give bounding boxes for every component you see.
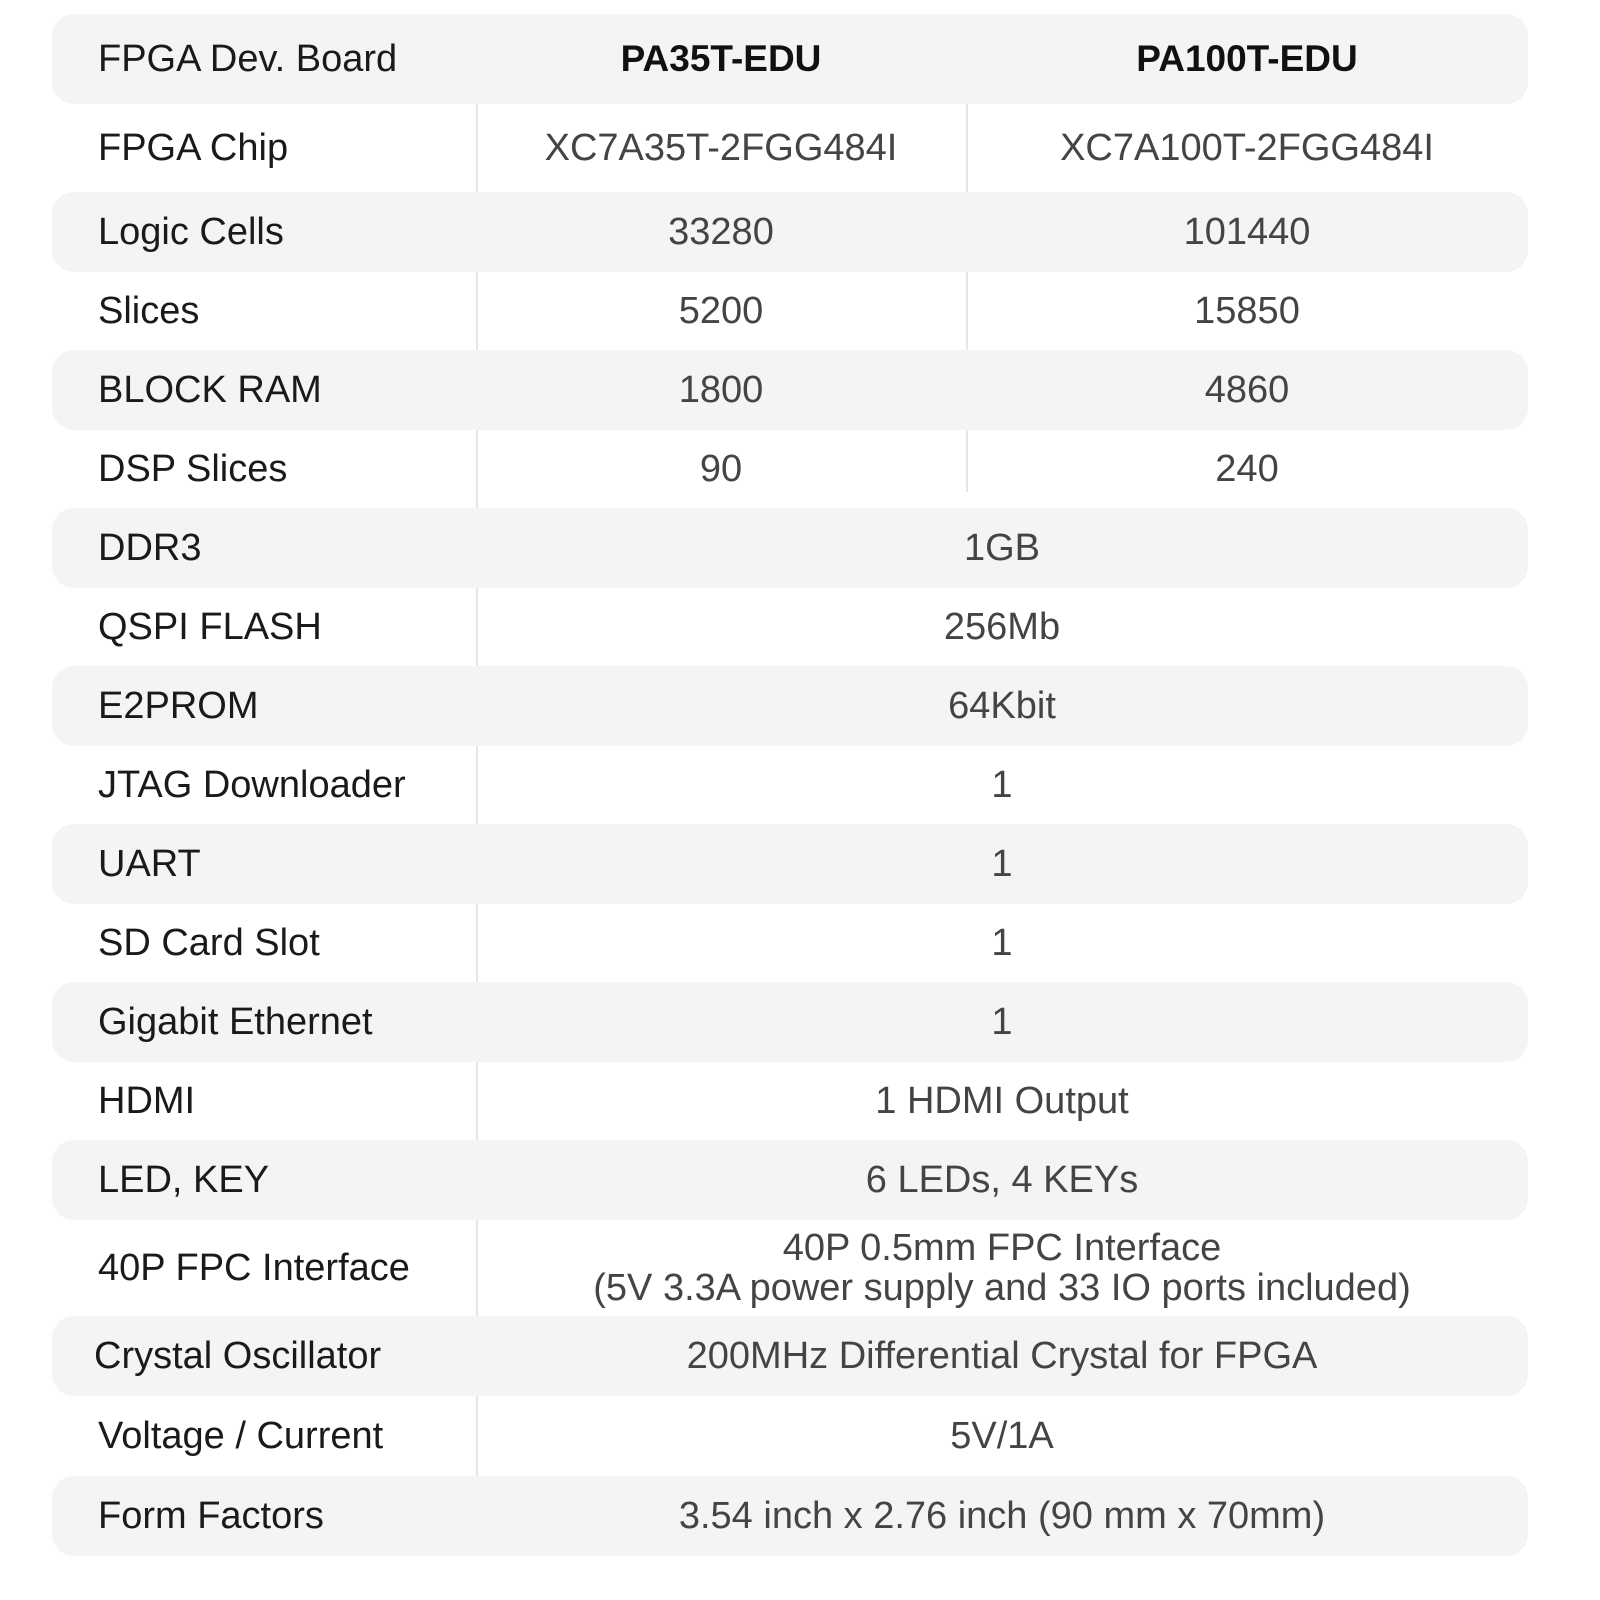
table-row xyxy=(52,508,1528,588)
row-label: DSP Slices xyxy=(98,447,288,490)
table-row xyxy=(52,746,1528,824)
header-label: FPGA Dev. Board xyxy=(98,37,398,80)
cell-pa35t: XC7A35T-2FGG484I xyxy=(544,126,898,169)
cell-pa100t: 15850 xyxy=(1194,289,1300,332)
table-row xyxy=(52,272,1528,350)
cell-pa35t: 33280 xyxy=(668,210,774,253)
row-label: DDR3 xyxy=(98,526,202,569)
row-label: UART xyxy=(98,842,201,885)
cell-pa100t: 101440 xyxy=(1183,210,1311,253)
cell-line-1: 40P 0.5mm FPC Interface xyxy=(782,1227,1222,1269)
header-pa100t: PA100T-EDU xyxy=(1136,38,1358,79)
cell-shared: 64Kbit xyxy=(948,684,1056,727)
header-pa35t: PA35T-EDU xyxy=(620,38,822,79)
cell-shared: 1GB xyxy=(963,526,1041,569)
row-label: JTAG Downloader xyxy=(98,763,406,806)
table-row xyxy=(52,104,1528,192)
cell-pa35t: 5200 xyxy=(678,289,764,332)
cell-pa100t: 4860 xyxy=(1204,368,1290,411)
row-label: BLOCK RAM xyxy=(98,368,322,411)
row-label: Gigabit Ethernet xyxy=(98,1000,373,1043)
row-label: E2PROM xyxy=(98,684,259,727)
table-row xyxy=(52,1476,1528,1556)
table-row xyxy=(52,1396,1528,1476)
cell-shared: 5V/1A xyxy=(950,1414,1054,1457)
cell-shared: 1 xyxy=(991,842,1013,885)
cell-shared: 200MHz Differential Crystal for FPGA xyxy=(686,1334,1318,1377)
table-row xyxy=(52,982,1528,1062)
table-row xyxy=(52,904,1528,982)
cell-shared xyxy=(476,1228,1528,1308)
cell-shared: 6 LEDs, 4 KEYs xyxy=(865,1158,1139,1201)
row-label: QSPI FLASH xyxy=(98,605,322,648)
table-row xyxy=(52,1062,1528,1140)
row-label: Crystal Oscillator xyxy=(94,1334,382,1377)
cell-line-2: (5V 3.3A power supply and 33 IO ports included) xyxy=(593,1267,1411,1309)
row-label: SD Card Slot xyxy=(98,921,320,964)
row-label: LED, KEY xyxy=(98,1158,270,1201)
table-row xyxy=(52,1316,1528,1396)
cell-shared: 3.54 inch x 2.76 inch (90 mm x 70mm) xyxy=(678,1494,1326,1537)
cell-shared: 1 xyxy=(991,921,1013,964)
cell-shared: 1 xyxy=(991,1000,1013,1043)
row-label: 40P FPC Interface xyxy=(98,1246,410,1289)
cell-shared: 1 xyxy=(991,763,1013,806)
table-row xyxy=(52,192,1528,272)
cell-pa35t: 1800 xyxy=(678,368,764,411)
table-row xyxy=(52,588,1528,666)
spec-table xyxy=(52,14,1528,1556)
row-label: Logic Cells xyxy=(98,210,284,253)
row-label: Form Factors xyxy=(98,1494,324,1537)
table-row xyxy=(52,1220,1528,1316)
table-row xyxy=(52,430,1528,508)
header-row xyxy=(52,14,1528,104)
row-label: Voltage / Current xyxy=(98,1414,384,1457)
row-label: Slices xyxy=(98,289,200,332)
cell-shared: 1 HDMI Output xyxy=(875,1079,1129,1122)
table-row xyxy=(52,350,1528,430)
table-row xyxy=(52,666,1528,746)
cell-pa100t: 240 xyxy=(1215,447,1279,490)
cell-pa100t: XC7A100T-2FGG484I xyxy=(1060,126,1434,169)
table-row xyxy=(52,1140,1528,1220)
table-row xyxy=(52,824,1528,904)
cell-pa35t: 90 xyxy=(699,447,743,490)
row-label: HDMI xyxy=(98,1079,196,1122)
cell-shared: 256Mb xyxy=(943,605,1061,648)
row-label: FPGA Chip xyxy=(98,126,289,169)
